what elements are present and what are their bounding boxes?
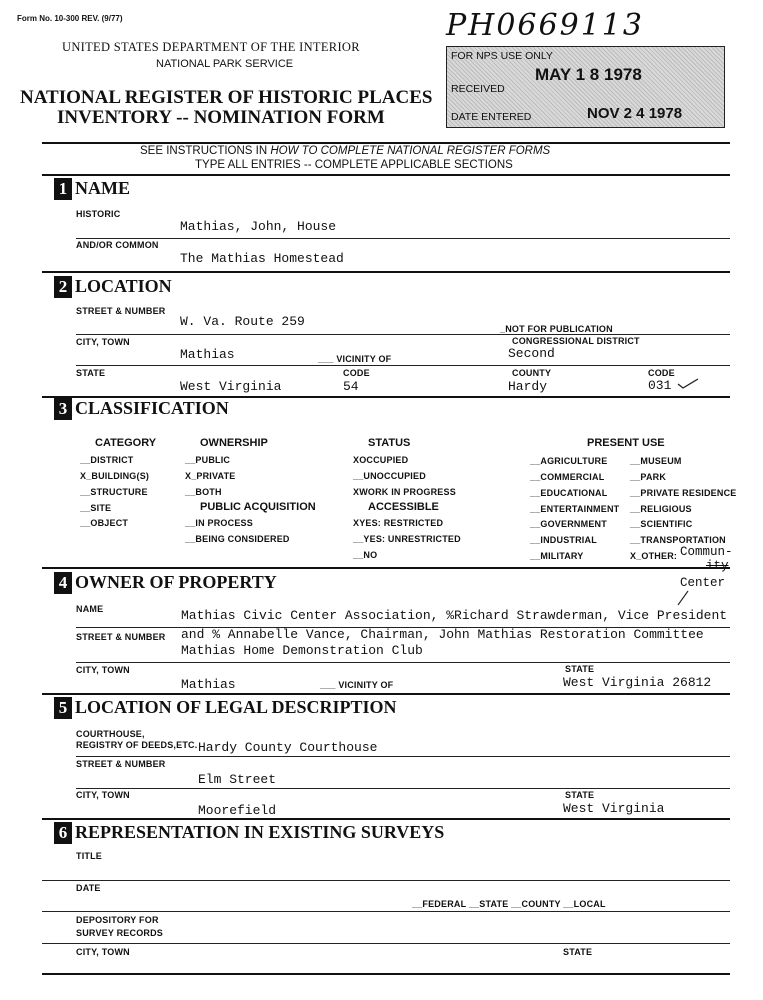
survey-levels: __FEDERAL __STATE __COUNTY __LOCAL xyxy=(412,899,606,909)
access-no: __NO xyxy=(353,550,378,560)
received-stamp: MAY 1 8 1978 xyxy=(535,65,642,84)
survey-date-label: DATE xyxy=(76,883,101,893)
category-site: __SITE xyxy=(80,503,112,513)
ownership-both: __BOTH xyxy=(185,487,222,497)
use-government: __GOVERNMENT xyxy=(530,519,607,529)
category-structure: __STRUCTURE xyxy=(80,487,148,497)
owner-state-value: West Virginia 26812 xyxy=(563,675,712,690)
survey-city-label: CITY, TOWN xyxy=(76,947,130,957)
legal-street-value: Elm Street xyxy=(198,772,277,787)
form-title-line1: NATIONAL REGISTER OF HISTORIC PLACES xyxy=(20,87,433,108)
courthouse-label-1: COURTHOUSE, xyxy=(76,729,145,739)
city-label: CITY, TOWN xyxy=(76,337,130,347)
county-label: COUNTY xyxy=(512,368,552,378)
acquisition-heading: PUBLIC ACQUISITION xyxy=(200,501,316,513)
status-unoccupied: __UNOCCUPIED xyxy=(353,471,426,481)
instructions-line1: SEE INSTRUCTIONS IN HOW TO COMPLETE NATIONAL REGISTER FORMS xyxy=(140,145,551,157)
nps-box-title: FOR NPS USE ONLY xyxy=(451,50,553,62)
historic-label: HISTORIC xyxy=(76,209,121,219)
owner-street-value: and % Annabelle Vance, Chairman, John Mathias Restoration Committee xyxy=(181,627,704,642)
section-title-classification: CLASSIFICATION xyxy=(75,398,229,418)
category-heading: CATEGORY xyxy=(95,437,157,449)
city-value: Mathias xyxy=(180,347,235,362)
other-use-text-2: ity xyxy=(706,559,729,573)
section-number-6: 6 xyxy=(54,822,72,844)
owner-vicinity-of: ___ VICINITY OF xyxy=(320,680,394,690)
date-entered-label: DATE ENTERED xyxy=(451,111,532,123)
owner-name-label: NAME xyxy=(76,604,104,614)
legal-street-label: STREET & NUMBER xyxy=(76,759,166,769)
legal-city-value: Moorefield xyxy=(198,803,277,818)
legal-city-label: CITY, TOWN xyxy=(76,790,130,800)
section-number-5: 5 xyxy=(54,697,72,719)
depository-label-2: SURVEY RECORDS xyxy=(76,928,163,938)
owner-city-value: Mathias xyxy=(181,677,236,692)
section-title-location: LOCATION xyxy=(75,276,172,296)
status-work-in-progress: XWORK IN PROGRESS xyxy=(353,487,456,497)
use-religious: __RELIGIOUS xyxy=(630,504,692,514)
section-number-3: 3 xyxy=(54,398,72,420)
courthouse-label-2: REGISTRY OF DEEDS,ETC. xyxy=(76,740,198,750)
section-number-1: 1 xyxy=(54,178,72,200)
courthouse-value: Hardy County Courthouse xyxy=(198,740,378,755)
state-code-value: 54 xyxy=(343,379,359,394)
status-occupied: XOCCUPIED xyxy=(353,455,409,465)
instructions-line2: TYPE ALL ENTRIES -- COMPLETE APPLICABLE SECTIONS xyxy=(195,159,513,171)
section-title-name: NAME xyxy=(75,178,130,198)
use-military: __MILITARY xyxy=(530,551,584,561)
department-line: UNITED STATES DEPARTMENT OF THE INTERIOR xyxy=(62,40,360,54)
section-number-2: 2 xyxy=(54,276,72,298)
ownership-private: X_PRIVATE xyxy=(185,471,236,481)
entered-stamp: NOV 2 4 1978 xyxy=(587,105,683,122)
county-code-label: CODE xyxy=(648,368,675,378)
use-industrial: __INDUSTRIAL xyxy=(530,535,597,545)
use-park: __PARK xyxy=(630,472,667,482)
survey-title-label: TITLE xyxy=(76,851,102,861)
check-mark-icon xyxy=(676,376,700,390)
street-value: W. Va. Route 259 xyxy=(180,314,305,329)
acquisition-being-considered: __BEING CONSIDERED xyxy=(185,534,290,544)
congressional-district-value: Second xyxy=(508,346,555,361)
use-educational: __EDUCATIONAL xyxy=(530,488,608,498)
received-label: RECEIVED xyxy=(451,83,505,95)
category-building: X_BUILDING(S) xyxy=(80,471,150,481)
use-private-residence: __PRIVATE RESIDENCE xyxy=(630,488,737,498)
legal-state-value: West Virginia xyxy=(563,801,665,816)
use-commercial: __COMMERCIAL xyxy=(530,472,605,482)
agency-line: NATIONAL PARK SERVICE xyxy=(156,58,294,70)
county-value: Hardy xyxy=(508,379,548,394)
use-other: X_OTHER: xyxy=(630,551,678,561)
common-name-value: The Mathias Homestead xyxy=(180,251,344,266)
owner-name-value: Mathias Civic Center Association, %Richard Strawderman, Vice President xyxy=(181,608,728,623)
depository-label-1: DEPOSITORY FOR xyxy=(76,915,159,925)
status-heading: STATUS xyxy=(368,437,411,449)
section-title-legal-description: LOCATION OF LEGAL DESCRIPTION xyxy=(75,697,397,717)
ownership-public: __PUBLIC xyxy=(185,455,231,465)
owner-street-label: STREET & NUMBER xyxy=(76,632,166,642)
owner-state-label: STATE xyxy=(565,664,595,674)
access-yes-restricted: XYES: RESTRICTED xyxy=(353,518,444,528)
use-scientific: __SCIENTIFIC xyxy=(630,519,693,529)
form-number: Form No. 10-300 REV. (9/77) xyxy=(17,14,123,23)
form-title-line2: INVENTORY -- NOMINATION FORM xyxy=(57,107,385,128)
use-museum: __MUSEUM xyxy=(630,456,682,466)
section-title-owner: OWNER OF PROPERTY xyxy=(75,572,277,592)
owner-city-label: CITY, TOWN xyxy=(76,665,130,675)
survey-state-label: STATE xyxy=(563,947,593,957)
congressional-district-label: CONGRESSIONAL DISTRICT xyxy=(512,336,640,346)
acquisition-in-process: __IN PROCESS xyxy=(185,518,253,528)
other-use-text-1: Commun- xyxy=(680,545,733,559)
use-entertainment: __ENTERTAINMENT xyxy=(530,504,620,514)
common-name-label: AND/OR COMMON xyxy=(76,240,159,250)
section-title-surveys: REPRESENTATION IN EXISTING SURVEYS xyxy=(75,822,445,842)
county-code-value: 031 xyxy=(648,378,672,393)
owner-street-value-2: Mathias Home Demonstration Club xyxy=(181,643,423,658)
use-agriculture: __AGRICULTURE xyxy=(530,456,608,466)
nps-use-box xyxy=(446,46,725,128)
present-use-heading: PRESENT USE xyxy=(587,437,665,449)
state-label: STATE xyxy=(76,368,106,378)
category-district: __DISTRICT xyxy=(80,455,134,465)
not-for-publication: _NOT FOR PUBLICATION xyxy=(500,324,613,334)
historic-name-value: Mathias, John, House xyxy=(180,219,337,234)
state-value: West Virginia xyxy=(180,379,282,394)
section-number-4: 4 xyxy=(54,572,72,594)
accessible-heading: ACCESSIBLE xyxy=(368,501,439,513)
reference-number: PH0669113 xyxy=(446,8,644,43)
legal-state-label: STATE xyxy=(565,790,595,800)
other-use-text-3: Center xyxy=(680,576,726,590)
pen-stroke-icon xyxy=(676,590,690,606)
ownership-heading: OWNERSHIP xyxy=(200,437,268,449)
code-label: CODE xyxy=(343,368,370,378)
access-yes-unrestricted: __YES: UNRESTRICTED xyxy=(353,534,461,544)
vicinity-of: ___ VICINITY OF xyxy=(318,354,392,364)
use-transportation: __TRANSPORTATION xyxy=(630,535,726,545)
street-label: STREET & NUMBER xyxy=(76,306,166,316)
category-object: __OBJECT xyxy=(80,518,129,528)
